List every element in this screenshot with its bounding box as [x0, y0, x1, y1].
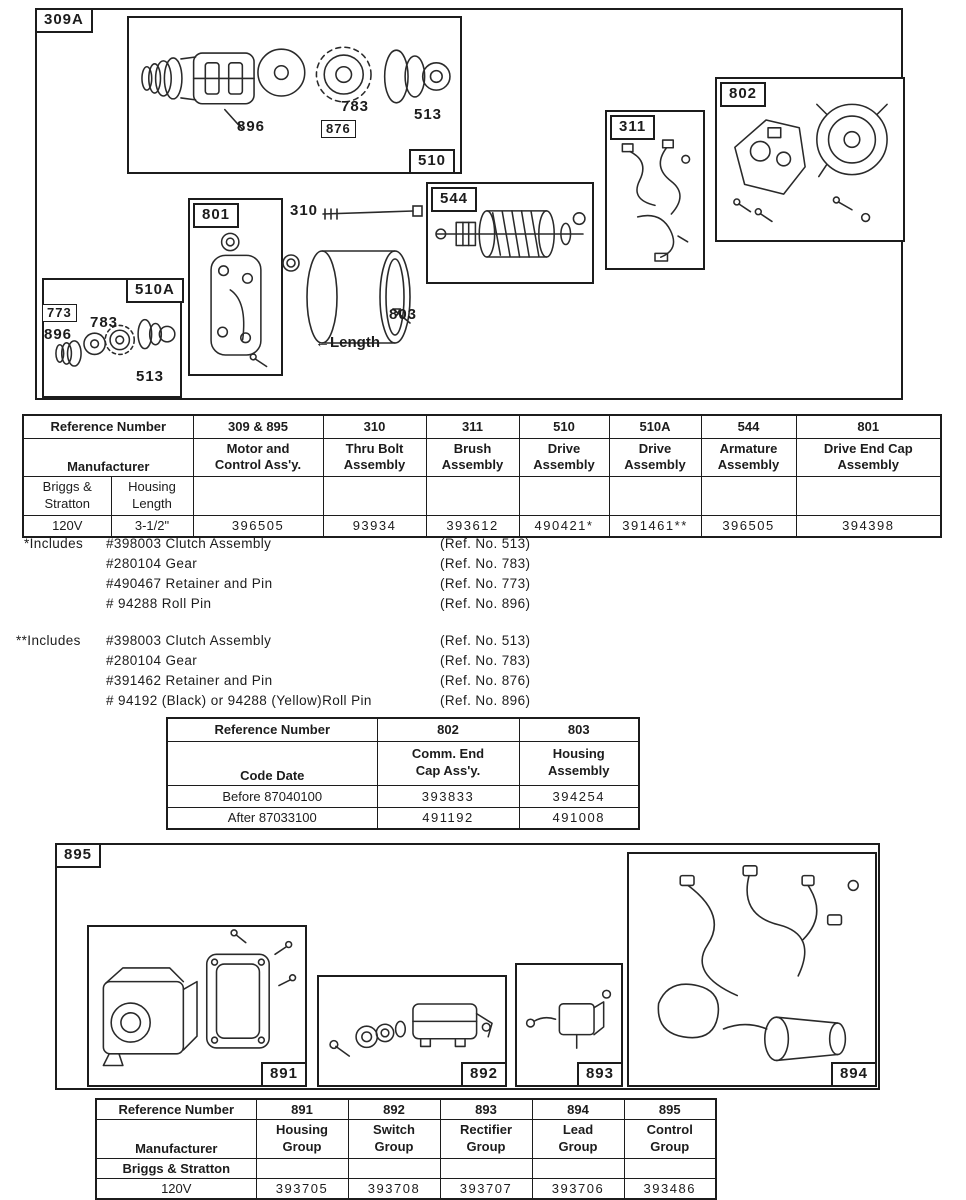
- t2-val-before-802: 393833: [377, 785, 519, 807]
- t1-assembly-thru-bolt: [323, 438, 426, 477]
- t1-val-310: 93934: [323, 516, 426, 537]
- empty-cell: [323, 477, 426, 516]
- t1-col-309-895: 309 & 895: [193, 415, 323, 438]
- drive-end-cap-box-801: [188, 198, 283, 376]
- footnote-prefix: **Includes: [16, 633, 81, 648]
- t1-val-801: 394398: [796, 516, 941, 537]
- t3-col-891: 891: [256, 1099, 348, 1120]
- length-annotation: [315, 334, 380, 351]
- ref-label-894: 894: [831, 1062, 877, 1087]
- exploded-diagram-895: [55, 843, 880, 1090]
- footnote-ref: (Ref. No. 513): [440, 633, 531, 648]
- t1-assembly-drive: [519, 438, 609, 477]
- empty-cell: [440, 1158, 532, 1178]
- assembly-line: Assembly: [343, 457, 406, 473]
- footnote-row: [16, 691, 656, 711]
- includes-footnote-2: [16, 631, 656, 711]
- t1-col-510A: 510A: [609, 415, 701, 438]
- group-line: Control: [646, 1122, 693, 1137]
- housing-group-box-891: [87, 925, 307, 1087]
- ref-label-510A: 510A: [126, 278, 184, 303]
- footnote-ref: (Ref. No. 876): [440, 673, 531, 688]
- assembly-line: Thru Bolt: [345, 440, 404, 456]
- t1-col-801: 801: [796, 415, 941, 438]
- t3-val-891: 393705: [256, 1178, 348, 1199]
- group-line: Group: [282, 1138, 322, 1154]
- group-line: Switch: [373, 1122, 415, 1137]
- group-line: Lead: [562, 1122, 594, 1137]
- group-line: Housing: [276, 1122, 328, 1137]
- part-label-783: 783: [341, 98, 370, 115]
- t1-assembly-brush: [426, 438, 519, 477]
- empty-cell: [609, 477, 701, 516]
- comm-end-cap-box-802: [715, 77, 905, 242]
- starter-parts-table: [22, 414, 942, 538]
- footnote-part: #398003 Clutch Assembly: [106, 633, 272, 648]
- ref-label-802: 802: [720, 82, 766, 107]
- t1-housing-length-header: [111, 477, 193, 516]
- t2-col-803: 803: [519, 718, 639, 741]
- footnote-part: # 94288 Roll Pin: [106, 596, 212, 611]
- t1-assembly-drive-end-cap: [796, 438, 941, 477]
- hl-line: Housing: [128, 479, 176, 495]
- ref-label-773: 773: [42, 304, 77, 322]
- footnote-prefix: *Includes: [24, 536, 84, 551]
- t3-col-893: 893: [440, 1099, 532, 1120]
- footnote-ref: (Ref. No. 896): [440, 596, 531, 611]
- empty-cell: [624, 1158, 716, 1178]
- empty-cell: [532, 1158, 624, 1178]
- t3-val-892: 393708: [348, 1178, 440, 1199]
- t3-mfr-row: Briggs & Stratton: [96, 1158, 256, 1178]
- footnote-part: #391462 Retainer and Pin: [106, 673, 273, 688]
- t1-val-311: 393612: [426, 516, 519, 537]
- empty-cell: [701, 477, 796, 516]
- footnote-ref: (Ref. No. 513): [440, 536, 531, 551]
- footnote-row: [24, 534, 644, 554]
- hl-line: Length: [132, 496, 172, 512]
- t3-group-housing: [256, 1120, 348, 1159]
- part-label-803: 803: [389, 306, 418, 323]
- t1-col-544: 544: [701, 415, 796, 438]
- empty-cell: [348, 1158, 440, 1178]
- footnote-prefix: [24, 554, 106, 574]
- mfr-line: Stratton: [44, 496, 91, 512]
- assembly-line: Housing: [552, 746, 605, 762]
- part-label-896: 896: [237, 118, 266, 135]
- footnote-ref: (Ref. No. 896): [440, 693, 531, 708]
- ref-label-311: 311: [610, 115, 655, 140]
- t3-group-switch: [348, 1120, 440, 1159]
- footnote-part: #490467 Retainer and Pin: [106, 576, 273, 591]
- rectifier-group-box-893: [515, 963, 623, 1087]
- footnote-prefix: [16, 691, 106, 711]
- assembly-line: Cap Ass'y.: [415, 763, 481, 778]
- footnote-prefix: [24, 594, 106, 614]
- footnote-part: # 94192 (Black) or 94288 (Yellow)Roll Pin: [106, 693, 372, 708]
- ref-label-544: 544: [431, 187, 477, 212]
- control-groups-table: [95, 1098, 717, 1200]
- part-label-896b: 896: [44, 326, 73, 343]
- ref-label-891: 891: [261, 1062, 307, 1087]
- t2-val-after-803: 491008: [519, 807, 639, 829]
- t3-val-895: 393486: [624, 1178, 716, 1199]
- footnote-row: [16, 651, 656, 671]
- ref-label-309A: 309A: [35, 8, 93, 33]
- ref-label-893: 893: [577, 1062, 623, 1087]
- left-arrow-icon: ←: [315, 334, 330, 351]
- t3-col-892: 892: [348, 1099, 440, 1120]
- ref-label-876: 876: [321, 120, 356, 138]
- code-date-table: [166, 717, 640, 830]
- assembly-line: Assembly: [717, 457, 780, 473]
- footnote-prefix: [24, 574, 106, 594]
- assembly-line: Assembly: [837, 457, 899, 473]
- assembly-line: Brush: [453, 440, 492, 456]
- footnote-part: #280104 Gear: [106, 653, 198, 668]
- t2-date-after: After 87033100: [167, 807, 377, 829]
- t3-group-control: [624, 1120, 716, 1159]
- assembly-line: Drive: [547, 440, 581, 456]
- t2-date-before: Before 87040100: [167, 785, 377, 807]
- t2-val-before-803: 394254: [519, 785, 639, 807]
- empty-cell: [796, 477, 941, 516]
- assembly-line: Armature: [719, 440, 778, 456]
- t2-ref-header: Reference Number: [167, 718, 377, 741]
- t1-manufacturer-label: Manufacturer: [23, 438, 193, 477]
- t1-col-310: 310: [323, 415, 426, 438]
- ref-label-892: 892: [461, 1062, 507, 1087]
- assembly-line: Motor and: [226, 440, 290, 456]
- empty-cell: [519, 477, 609, 516]
- footnote-ref: (Ref. No. 783): [440, 653, 531, 668]
- t2-val-after-802: 491192: [377, 807, 519, 829]
- switch-group-box-892: [317, 975, 507, 1087]
- t2-assembly-housing: [519, 741, 639, 785]
- t1-assembly-drive-a: [609, 438, 701, 477]
- t3-voltage: 120V: [96, 1178, 256, 1199]
- drive-assembly-box-510: [127, 16, 462, 174]
- group-line: Rectifier: [459, 1122, 513, 1137]
- t1-val-309-895: 396505: [193, 516, 323, 537]
- t1-assembly-motor: [193, 438, 323, 477]
- footnote-row: [24, 574, 644, 594]
- lead-group-box-894: [627, 852, 877, 1087]
- t1-ref-header: Reference Number: [23, 415, 193, 438]
- t1-housing-length: 3-1/2": [111, 516, 193, 537]
- t3-val-893: 393707: [440, 1178, 532, 1199]
- includes-footnote-1: [24, 534, 644, 614]
- armature-box-544: [426, 182, 594, 284]
- footnote-prefix: [16, 671, 106, 691]
- t3-ref-header: Reference Number: [96, 1099, 256, 1120]
- empty-cell: [426, 477, 519, 516]
- assembly-line: Drive End Cap: [823, 440, 913, 456]
- drive-assembly-box-510A: [42, 278, 182, 398]
- ref-label-801: 801: [193, 203, 239, 228]
- assembly-line: Assembly: [533, 457, 595, 473]
- ref-label-895: 895: [55, 843, 101, 868]
- group-line: Group: [558, 1138, 598, 1154]
- assembly-line: Control Ass'y.: [214, 457, 302, 473]
- t2-code-date-label: Code Date: [167, 741, 377, 785]
- t3-col-895: 895: [624, 1099, 716, 1120]
- empty-cell: [193, 477, 323, 516]
- exploded-diagram-309A: [35, 8, 903, 400]
- t1-val-510: 490421*: [519, 516, 609, 537]
- footnote-ref: (Ref. No. 783): [440, 556, 531, 571]
- brush-assembly-box-311: [605, 110, 705, 270]
- t3-group-rectifier: [440, 1120, 532, 1159]
- assembly-line: Assembly: [441, 457, 504, 473]
- t1-assembly-armature: [701, 438, 796, 477]
- assembly-line: Drive: [638, 440, 672, 456]
- mfr-line: Briggs &: [42, 479, 92, 495]
- part-label-783b: 783: [90, 314, 119, 331]
- footnote-row: [24, 554, 644, 574]
- t3-manufacturer-label: Manufacturer: [96, 1120, 256, 1159]
- t2-col-802: 802: [377, 718, 519, 741]
- group-line: Group: [374, 1138, 414, 1154]
- t1-col-510: 510: [519, 415, 609, 438]
- group-line: Group: [466, 1138, 506, 1154]
- length-label: Length: [330, 334, 380, 351]
- footnote-ref: (Ref. No. 773): [440, 576, 531, 591]
- t1-mfr-briggs: [23, 477, 111, 516]
- empty-cell: [256, 1158, 348, 1178]
- t3-group-lead: [532, 1120, 624, 1159]
- lead-group-illustration: [629, 854, 875, 1085]
- t1-voltage: 120V: [23, 516, 111, 537]
- footnote-prefix: [16, 651, 106, 671]
- footnote-part: #280104 Gear: [106, 556, 198, 571]
- footnote-part: #398003 Clutch Assembly: [106, 536, 272, 551]
- t3-val-894: 393706: [532, 1178, 624, 1199]
- part-label-310: 310: [290, 202, 319, 219]
- group-line: Group: [650, 1138, 690, 1154]
- t2-assembly-comm-end: [377, 741, 519, 785]
- t1-val-510A: 391461**: [609, 516, 701, 537]
- assembly-line: Assembly: [548, 763, 610, 778]
- footnote-row: [16, 671, 656, 691]
- t1-val-544: 396505: [701, 516, 796, 537]
- footnote-row: [24, 594, 644, 614]
- t3-col-894: 894: [532, 1099, 624, 1120]
- part-label-513b: 513: [136, 368, 165, 385]
- thru-bolt-illustration: [315, 200, 430, 226]
- assembly-line: Comm. End: [411, 746, 485, 762]
- footnote-row: [16, 631, 656, 651]
- t1-col-311: 311: [426, 415, 519, 438]
- ref-label-510: 510: [409, 149, 455, 174]
- assembly-line: Assembly: [624, 457, 686, 473]
- part-label-513: 513: [414, 106, 443, 123]
